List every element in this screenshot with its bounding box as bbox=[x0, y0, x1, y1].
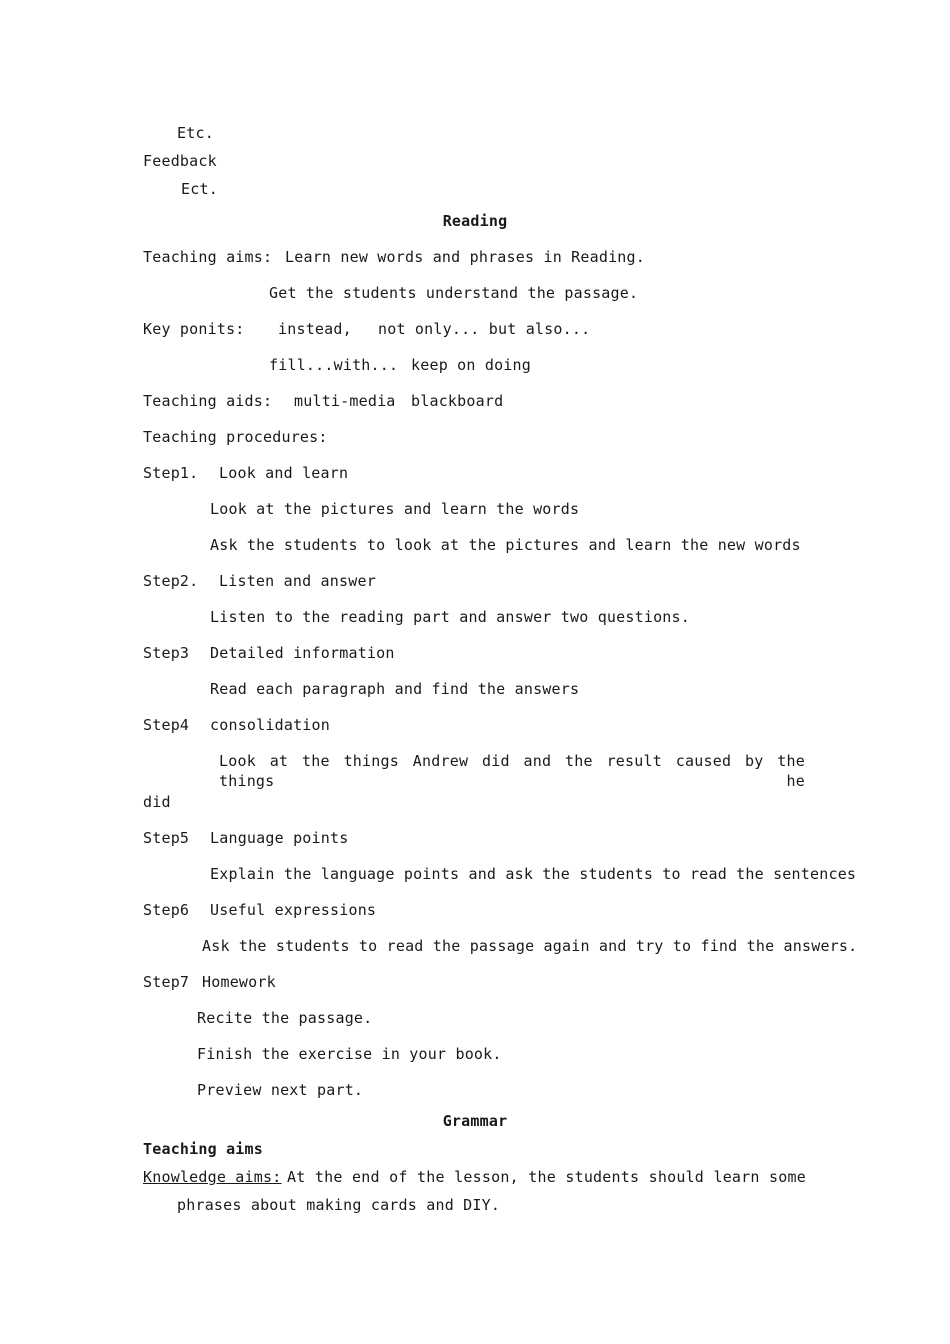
step-detail: Explain the language points and ask the students to read the sentences bbox=[210, 865, 857, 883]
key-point-fill-with: fill...with... bbox=[269, 356, 399, 374]
step-label: Step7 bbox=[143, 973, 190, 991]
step-label: Step1. bbox=[143, 464, 199, 482]
step-detail: did bbox=[143, 793, 171, 811]
knowledge-aims-text-cont: phrases about making cards and DIY. bbox=[177, 1196, 501, 1214]
key-point-keep-on: keep on doing bbox=[411, 356, 531, 374]
teaching-aid-multimedia: multi-media bbox=[294, 392, 396, 410]
step-detail: Ask the students to look at the pictures and learn the new words bbox=[210, 536, 801, 554]
reading-aims-1: Learn new words and phrases in Reading. bbox=[285, 248, 645, 266]
reading-aims-label: Teaching aims: bbox=[143, 248, 273, 266]
step-label: Step4 bbox=[143, 716, 190, 734]
knowledge-aims-text: At the end of the lesson, the students should learn some bbox=[287, 1168, 806, 1186]
step-title: Homework bbox=[202, 973, 276, 991]
reading-aims-2: Get the students understand the passage. bbox=[269, 284, 639, 302]
step-detail: Preview next part. bbox=[197, 1081, 364, 1099]
step-detail: Recite the passage. bbox=[197, 1009, 373, 1027]
step-title: consolidation bbox=[210, 716, 330, 734]
teaching-aid-blackboard: blackboard bbox=[411, 392, 504, 410]
step-detail: Listen to the reading part and answer two questions. bbox=[210, 608, 690, 626]
procedures-label: Teaching procedures: bbox=[143, 428, 328, 446]
step-label: Step3 bbox=[143, 644, 190, 662]
step-detail: Finish the exercise in your book. bbox=[197, 1045, 502, 1063]
ect-text: Ect. bbox=[181, 180, 218, 198]
step-title: Useful expressions bbox=[210, 901, 377, 919]
step-detail: Look at the things Andrew did and the result caused by the things he bbox=[219, 752, 805, 790]
step-label: Step6 bbox=[143, 901, 190, 919]
step-title: Language points bbox=[210, 829, 349, 847]
key-point-not-only: not only... but also... bbox=[378, 320, 591, 338]
grammar-aims-heading: Teaching aims bbox=[143, 1140, 263, 1158]
feedback-text: Feedback bbox=[143, 152, 217, 170]
key-points-label: Key ponits: bbox=[143, 320, 245, 338]
step-label: Step5 bbox=[143, 829, 190, 847]
step-label: Step2. bbox=[143, 572, 199, 590]
key-point-instead: instead, bbox=[278, 320, 352, 338]
teaching-aids-label: Teaching aids: bbox=[143, 392, 273, 410]
step-title: Look and learn bbox=[219, 464, 349, 482]
step-detail: Read each paragraph and find the answers bbox=[210, 680, 580, 698]
step-title: Listen and answer bbox=[219, 572, 376, 590]
reading-heading: Reading bbox=[442, 212, 508, 230]
step-detail: Look at the pictures and learn the words bbox=[210, 500, 580, 518]
etc-text: Etc. bbox=[177, 124, 214, 142]
step-title: Detailed information bbox=[210, 644, 395, 662]
step-detail: Ask the students to read the passage again and try to find the answers. bbox=[202, 937, 858, 955]
knowledge-aims-label: Knowledge aims: bbox=[143, 1168, 282, 1186]
grammar-heading: Grammar bbox=[442, 1112, 508, 1130]
